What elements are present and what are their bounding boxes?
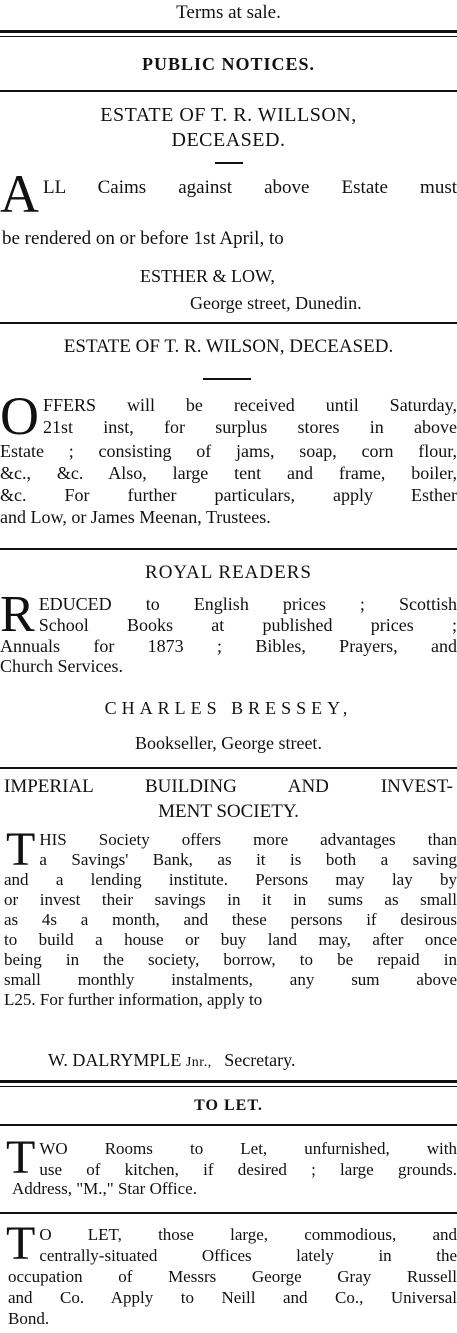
- notice-title: ESTATE OF T. R. WILLSON,: [100, 104, 357, 126]
- double-rule-top: [0, 30, 457, 33]
- drop-cap: O: [0, 386, 39, 446]
- signature-role: Secretary.: [224, 1050, 296, 1070]
- notice-body: [0, 586, 457, 643]
- notice-body: [0, 1131, 457, 1184]
- divider: [0, 322, 457, 324]
- notice-title: ROYAL READERS: [145, 562, 312, 583]
- section-title: PUBLIC NOTICES.: [141, 54, 316, 74]
- body-line: WO Rooms to Let, unfurnished, with: [39, 1139, 457, 1158]
- body-line: or invest their savings in it in sums as small: [4, 890, 457, 909]
- body-line: and Co. Apply to Neill and Co., Universal: [8, 1288, 457, 1307]
- body-line: and a lending institute. Persons may lay by: [4, 870, 457, 889]
- short-rule: [215, 162, 243, 164]
- section-rule: [0, 90, 457, 92]
- signature-address: George street, Dunedin.: [190, 293, 362, 313]
- divider: [0, 1212, 457, 1214]
- divider: [0, 548, 457, 550]
- terms-line: Terms at sale.: [176, 2, 281, 23]
- body-line: &c., &c. Also, large tent and frame, boiler,: [0, 463, 457, 483]
- signature-name: ESTHER & LOW,: [140, 266, 275, 286]
- body-line: Address, "M.," Star Office.: [12, 1179, 197, 1198]
- body-line: be rendered on or before 1st April, to: [2, 228, 284, 249]
- body-line: small monthly instalments, any sum above: [4, 970, 457, 989]
- notice-body: [0, 386, 457, 446]
- body-line: 21st inst, for surplus stores in above: [43, 417, 457, 437]
- body-line: Estate ; consisting of jams, soap, corn flour,: [0, 441, 457, 461]
- drop-cap: T: [6, 1217, 36, 1270]
- double-rule-bottom: [0, 36, 457, 37]
- double-rule-bottom: [0, 1086, 457, 1087]
- body-line: and Low, or James Meenan, Trustees.: [0, 507, 271, 527]
- body-line: centrally-situated Offices lately in the: [39, 1246, 457, 1265]
- body-line: being in the society, borrow, to be repaid in: [4, 950, 457, 969]
- notice-title: DECEASED.: [171, 129, 286, 151]
- body-line: LL Caims against above Estate must: [43, 177, 457, 198]
- notice-title: IMPERIAL BUILDING AND INVEST-: [4, 776, 453, 797]
- body-line: occupation of Messrs George Gray Russell: [8, 1267, 457, 1286]
- body-line: Annuals for 1873 ; Bibles, Prayers, and: [0, 636, 457, 656]
- body-line: O LET, those large, commodious, and: [39, 1225, 457, 1244]
- body-line: as 4s a month, and these persons if desirous: [4, 910, 457, 929]
- notice-body-rest: [0, 636, 457, 676]
- body-line: HIS Society offers more advantages than: [39, 830, 457, 849]
- body-line: Bond.: [8, 1309, 50, 1328]
- signature-suffix: Jnr.,: [185, 1055, 212, 1070]
- drop-cap: A: [0, 164, 39, 224]
- signature-line: [0, 1050, 457, 1071]
- body-line: L25. For further information, apply to: [4, 990, 263, 1009]
- notice-body-rest: [0, 440, 457, 528]
- notice-body: [0, 164, 457, 224]
- body-line: to build a house or buy land may, after once: [4, 930, 457, 949]
- notice-body-rest: [0, 870, 457, 1010]
- short-rule: [203, 378, 251, 380]
- body-line: FFERS will be received until Saturday,: [43, 395, 457, 415]
- section-title: TO LET.: [194, 1097, 263, 1114]
- body-line: a Savings' Bank, as it is both a saving: [39, 850, 457, 869]
- double-rule-top: [0, 1080, 457, 1083]
- divider: [0, 767, 457, 769]
- divider: [0, 1124, 457, 1126]
- signature-name: CHARLES BRESSEY,: [104, 698, 353, 718]
- signature-name: W. DALRYMPLE: [48, 1050, 182, 1070]
- body-line: use of kitchen, if desired ; large grounds.: [39, 1160, 457, 1179]
- notice-body: [0, 823, 457, 876]
- drop-cap: R: [0, 586, 35, 643]
- drop-cap: T: [6, 1131, 36, 1184]
- notice-body-rest: [0, 1266, 457, 1329]
- drop-cap: T: [6, 823, 36, 876]
- body-line: School Books at published prices ;: [38, 615, 457, 635]
- body-line: EDUCED to English prices ; Scottish: [38, 594, 457, 614]
- signature-role: Bookseller, George street.: [135, 733, 322, 753]
- body-line: Church Services.: [0, 656, 123, 676]
- notice-title: ESTATE OF T. R. WILSON, DECEASED.: [63, 336, 394, 357]
- body-line: &c. For further particulars, apply Esther: [0, 485, 457, 505]
- notice-body: [0, 1217, 457, 1270]
- notice-title: MENT SOCIETY.: [158, 801, 299, 822]
